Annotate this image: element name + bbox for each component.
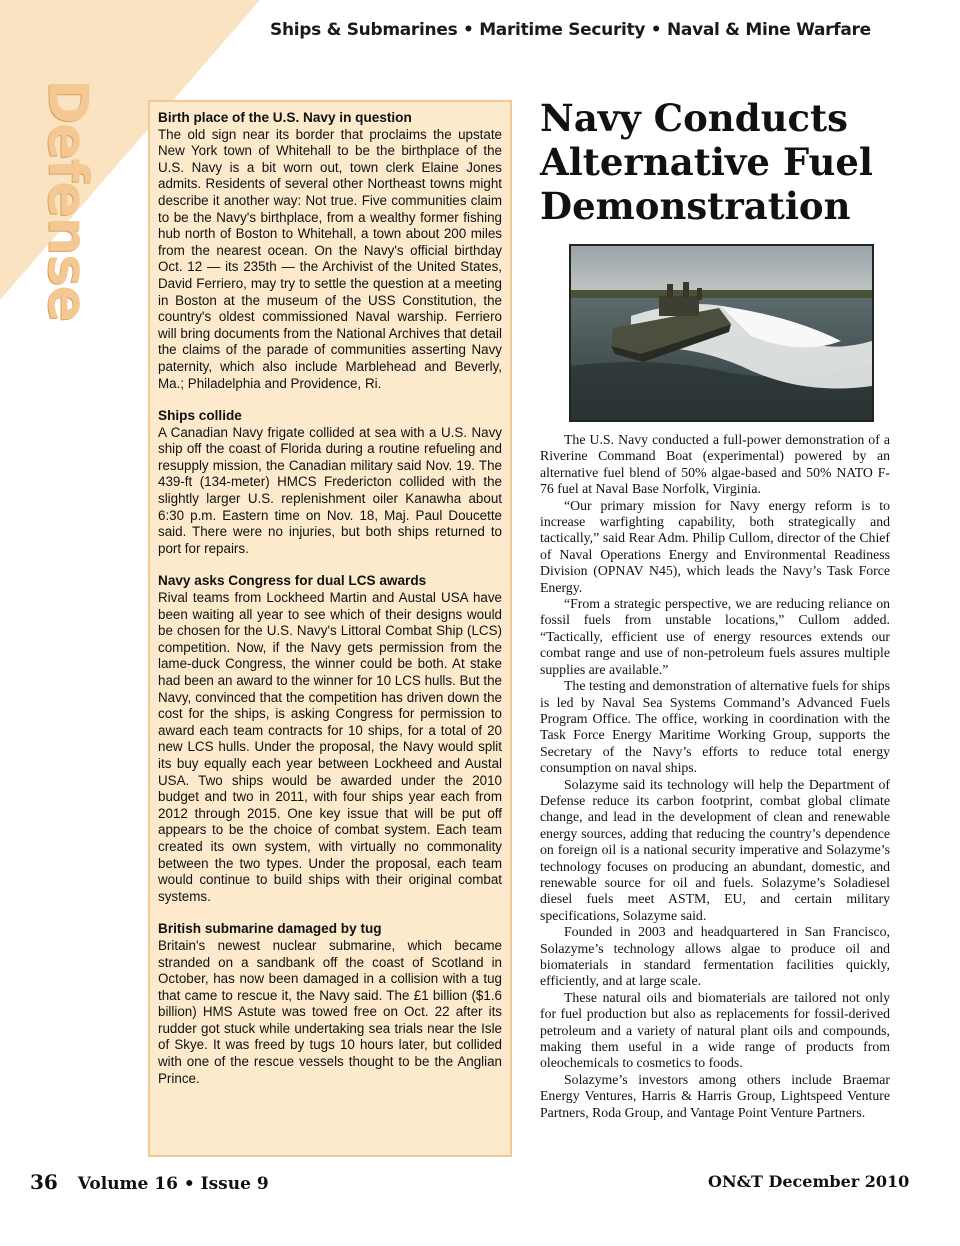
news-briefs-sidebar xyxy=(148,100,512,1157)
article-paragraph: “From a strategic perspective, we are reducing reliance on fossil fuels from unstable locations,” Cullom added. “Tactically, efficient use of energy resources extends our combat range and use of non-petroleum fuels assures multiple supplies are available.” xyxy=(540,596,890,677)
article-paragraph: Solazyme said its technology will help the Department of Defense reduce its carbon footprint, combat global climate change, and lead in the development of clean and renewable energy sources, adding that reducing the country’s dependence on foreign oil is a national security imperative and Solazyme’s technology focuses on producing an abundant, domestic, and renewable source for oil and fuels. Solazyme’s Soladiesel diesel fuels meet ASTM, EU, and certain military specifications, Solazyme said. xyxy=(540,776,890,923)
article-paragraph: Solazyme’s investors among others include Braemar Energy Ventures, Harris & Harris Group, Lightspeed Venture Partners, Roda Group, and Vantage Point Venture Partners. xyxy=(540,1071,890,1120)
page-number: 36 xyxy=(30,1170,58,1194)
brief-body: The old sign near its border that proclaims the upstate New York town of Whitehall to be the birthplace of the U.S. Navy is a bit worn out, town clerk Elaine Jones admits. Residents of several other Northeast towns might describe it another way: Not true. Five communities claim to be the Navy's birthplace, from a wealthy former fishing hub north of Boston to Whitehall, a town about 200 miles from the nearest ocean. On the Navy's official birthday Oct. 12 — its 235th — the Archivist of the United States, David Ferriero, may try to settle the question at a meeting in Boston at the museum of the USS Constitution, the country's oldest commissioned Naval warship. Ferriero will bring documents from the National Archives that detail the claims of the parade of communities asserting Navy paternity, which also include Marblehead and Beverly, Ma.; Philadelphia and Providence, Ri. xyxy=(158,126,502,391)
brief-item xyxy=(158,110,502,392)
article-paragraph: “Our primary mission for Navy energy reform is to increase warfighting capability, both strategically and tactically,” said Rear Adm. Philip Cullom, director of the Chief of Naval Operations Energy and Environmental Readiness Division (OPNAV N45), which leads the Navy’s Task Force Energy. xyxy=(540,497,890,595)
brief-body: Rival teams from Lockheed Martin and Austal USA have been waiting all year to see which of their designs would be chosen for the U.S. Navy's Littoral Combat Ship (LCS) competition. Now, if the Navy gets permission from the lame-duck Congress, the winner could be both. At stake had been an award to the winner for 10 LCS hulls. But the Navy, convinced that the competition has driven down the cost for the ships, is asking Congress for permission to award each team contracts for 10 ships, for a total of 20 new LCS hulls. Under the proposal, the Navy would split its buy equally each year between Lockheed and Austal USA. Two ships would be awarded under the 2010 budget and two in 2011, with four ships year each from 2012 through 2015. One key issue that will be put off appears to be the choice of combat system. Each team created its own system, with virtually no commonality between the two types. Under the proposal, each team would continue to build ships with their original combat systems. xyxy=(158,590,502,904)
boat-photo-illustration xyxy=(571,246,872,420)
brief-heading: British submarine damaged by tug xyxy=(158,921,382,937)
article-body xyxy=(540,432,890,1121)
brief-body: Britain's newest nuclear submarine, which became stranded on a sandbank off the coast of Scotland in October, has now been damaged in a collision with a tug that came to rescue it, the Navy said. The £1 billion ($1.6 billion) HMS Astute was towed free on Oct. 22 after its rudder got stuck while undertaking sea trials near the Isle of Skye. It was freed by tugs 10 hours later, but collided with one of the rescue vessels thought to be the Anglian Prince. xyxy=(158,937,502,1086)
riverine-boat-photo xyxy=(569,244,874,422)
brief-heading: Ships collide xyxy=(158,408,242,424)
side-label-text: Defense xyxy=(36,79,100,321)
article-title: Navy Conducts Alternative Fuel Demonstration xyxy=(540,96,873,228)
volume-issue: Volume 16 • Issue 9 xyxy=(77,1174,269,1194)
article-paragraph: The testing and demonstration of alternative fuels for ships is led by Naval Sea Systems Command’s Advanced Fuels Program Office. The office, working in coordination with the Task Force Energy Maritime Working Group, supports the Secretary of the Navy’s efforts to reduce total energy consumption on naval ships. xyxy=(540,678,890,776)
brief-heading: Birth place of the U.S. Navy in question xyxy=(158,110,412,125)
brief-body: A Canadian Navy frigate collided at sea with a U.S. Navy ship off the coast of Florida during a routine refueling and resupply mission, the Canadian military said Nov. 19. The 439-ft (134-meter) HMCS Fredericton collided with the slightly larger U.S. replenishment oiler Kanawha about 6:30 p.m. Eastern time on Nov. 18, Maj. Paul Doucette said. There were no injuries, but both ships returned to port for repairs. xyxy=(158,424,502,556)
section-header: Ships & Submarines • Maritime Security • Naval & Mine Warfare xyxy=(270,20,871,40)
brief-item xyxy=(158,573,502,905)
brief-item xyxy=(158,408,502,557)
brief-item xyxy=(158,921,502,1087)
brief-heading: Navy asks Congress for dual LCS awards xyxy=(158,573,427,589)
publication-date: ON&T December 2010 xyxy=(708,1172,910,1191)
article-paragraph: Founded in 2003 and headquartered in San Francisco, Solazyme’s technology allows algae to produce oil and biomaterials in standard fermentation facilities quickly, efficiently, and at large scale. xyxy=(540,924,890,989)
article-paragraph: These natural oils and biomaterials are tailored not only for fuel production but also as replacements for fossil-derived petroleum and a variety of natural plant oils and compounds, making them useful in a wide range of products from oleochemicals to cosmetics to foods. xyxy=(540,989,890,1071)
section-side-label xyxy=(36,79,100,321)
article-paragraph: The U.S. Navy conducted a full-power demonstration of a Riverine Command Boat (experimental) powered by an alternative fuel blend of 50% algae-based and 50% NATO F-76 fuel at Naval Base Norfolk, Virginia. xyxy=(540,432,890,497)
footer-left xyxy=(30,1170,269,1194)
